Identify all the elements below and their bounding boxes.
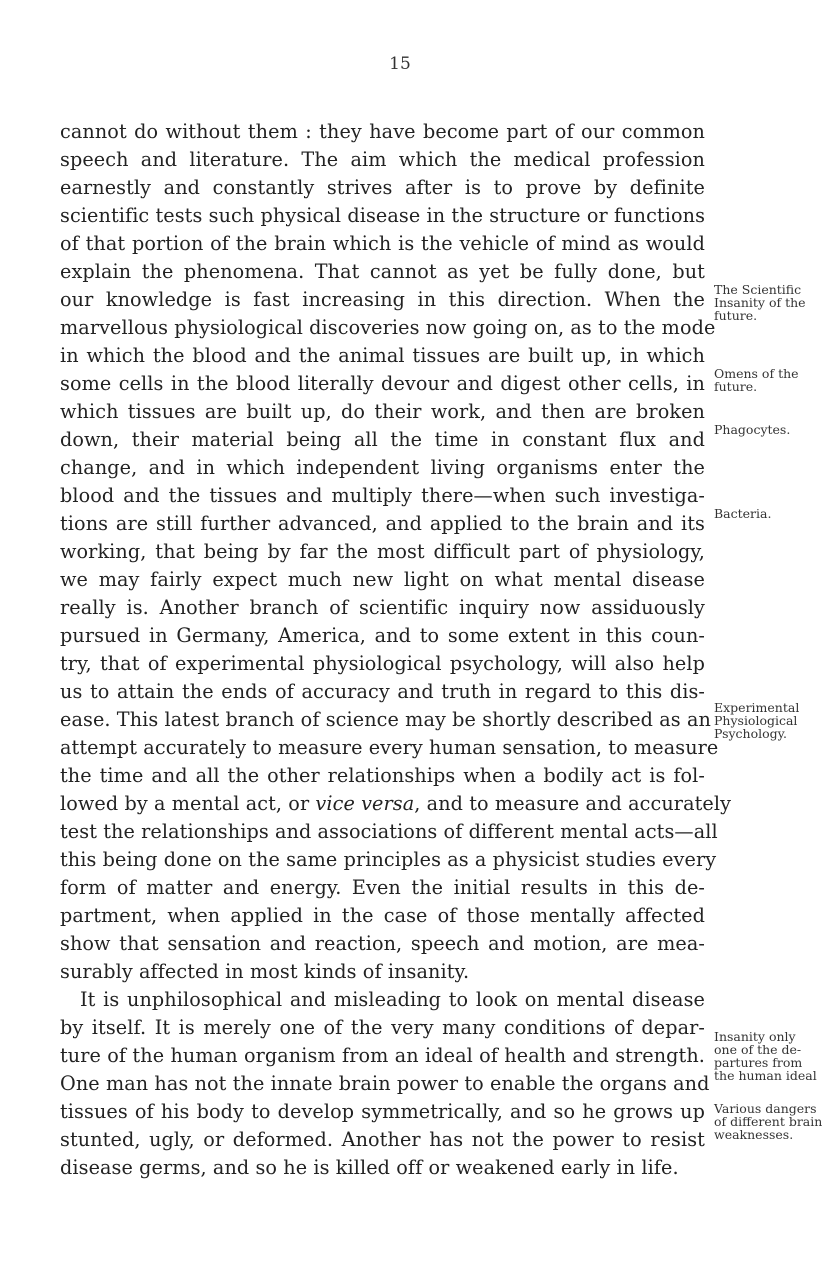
italic-phrase: vice versa — [315, 792, 415, 815]
text-line: this being done on the same principles as a physicist studies every — [60, 848, 717, 871]
margin-note-line: Phagocytes. — [714, 422, 791, 437]
text-line: surably affected in most kinds of insanity. — [60, 960, 470, 983]
text-line: stunted, ugly, or deformed. Another has not the power to resist — [60, 1128, 705, 1151]
text-line: change, and in which independent living organisms enter the — [60, 456, 705, 479]
text-line: tions are still further advanced, and applied to the brain and its — [60, 512, 705, 535]
text-line: show that sensation and reaction, speech and motion, are mea- — [60, 932, 705, 955]
margin-note-insanity-departures — [714, 1030, 817, 1082]
text-span: , and to measure and accurately — [414, 792, 732, 815]
margin-note-line: Psychology. — [714, 726, 788, 741]
text-line: pursued in Germany, America, and to some extent in this coun- — [60, 624, 705, 647]
text-line: which tissues are built up, do their work, and then are broken — [60, 400, 705, 423]
text-line: scientific tests such physical disease in the structure or functions — [60, 204, 706, 227]
margin-note-line: the human ideal — [714, 1068, 817, 1083]
text-line: try, that of experimental physiological psychology, will also help — [60, 652, 705, 675]
text-line — [60, 790, 732, 818]
margin-note-scientific-future — [714, 283, 806, 322]
text-line: really is. Another branch of scientific inquiry now assiduously — [60, 596, 705, 619]
margin-note-line: Various dangers — [714, 1101, 817, 1116]
margin-note-line: The Scientific — [714, 282, 802, 297]
margin-note-line: Insanity of the — [714, 295, 806, 310]
text-line: blood and the tissues and multiply there—when such investiga- — [60, 484, 705, 507]
margin-note-line: Physiological — [714, 713, 798, 728]
margin-note-bacteria — [714, 507, 771, 520]
margin-note-line: of different brain — [714, 1114, 822, 1129]
text-line: down, their material being all the time in constant flux and — [60, 428, 705, 451]
text-line: in which the blood and the animal tissues are built up, in which — [60, 344, 705, 367]
text-line: attempt accurately to measure every human sensation, to measure — [60, 736, 719, 759]
text-line: the time and all the other relationships when a bodily act is fol- — [60, 764, 705, 787]
text-line: partment, when applied in the case of those mentally affected — [60, 904, 705, 927]
margin-note-line: weaknesses. — [714, 1127, 794, 1142]
text-line: cannot do without them : they have become part of our common — [60, 120, 705, 143]
text-line: ture of the human organism from an ideal of health and strength. — [60, 1044, 705, 1067]
text-line: explain the phenomena. That cannot as yet be fully done, but — [60, 260, 705, 283]
text-line: test the relationships and associations of different mental acts—all — [60, 820, 718, 843]
text-line: working, that being by far the most difficult part of physiology, — [60, 540, 705, 563]
text-line: tissues of his body to develop symmetrically, and so he grows up — [60, 1100, 705, 1123]
margin-note-line: Bacteria. — [714, 506, 772, 521]
text-line: us to attain the ends of accuracy and truth in regard to this dis- — [60, 680, 705, 703]
text-line: our knowledge is fast increasing in this direction. When the — [60, 288, 705, 311]
margin-note-line: future. — [714, 308, 758, 323]
text-line: earnestly and constantly strives after is to prove by definite — [60, 176, 705, 199]
text-line: by itself. It is merely one of the very many conditions of depar- — [60, 1016, 705, 1039]
margin-note-experimental-psychology — [714, 701, 799, 740]
margin-note-line: Omens of the — [714, 366, 799, 381]
text-line: of that portion of the brain which is the vehicle of mind as would — [60, 232, 705, 255]
text-line: disease germs, and so he is killed off or weakened early in life. — [60, 1156, 679, 1179]
margin-note-line: Experimental — [714, 700, 800, 715]
text-line: we may fairly expect much new light on what mental disease — [60, 568, 705, 591]
text-line: some cells in the blood literally devour and digest other cells, in — [60, 372, 705, 395]
margin-note-omens — [714, 367, 799, 393]
margin-note-line: future. — [714, 379, 758, 394]
text-line: One man has not the innate brain power to enable the organs and — [60, 1072, 710, 1095]
text-span: lowed by a mental act, or — [60, 792, 316, 815]
margin-note-line: partures from — [714, 1055, 803, 1070]
margin-note-line: one of the de- — [714, 1042, 802, 1057]
text-line: form of matter and energy. Even the initial results in this de- — [60, 876, 705, 899]
margin-note-phagocytes — [714, 423, 790, 436]
text-line: marvellous physiological discoveries now going on, as to the mode — [60, 316, 716, 339]
page-number: 15 — [389, 54, 411, 74]
margin-note-line: Insanity only — [714, 1029, 796, 1044]
margin-note-brain-weaknesses — [714, 1102, 822, 1141]
text-line: speech and literature. The aim which the medical profession — [60, 148, 705, 171]
text-line: ease. This latest branch of science may be shortly described as an — [60, 708, 711, 731]
text-line: It is unphilosophical and misleading to look on mental disease — [80, 988, 705, 1011]
